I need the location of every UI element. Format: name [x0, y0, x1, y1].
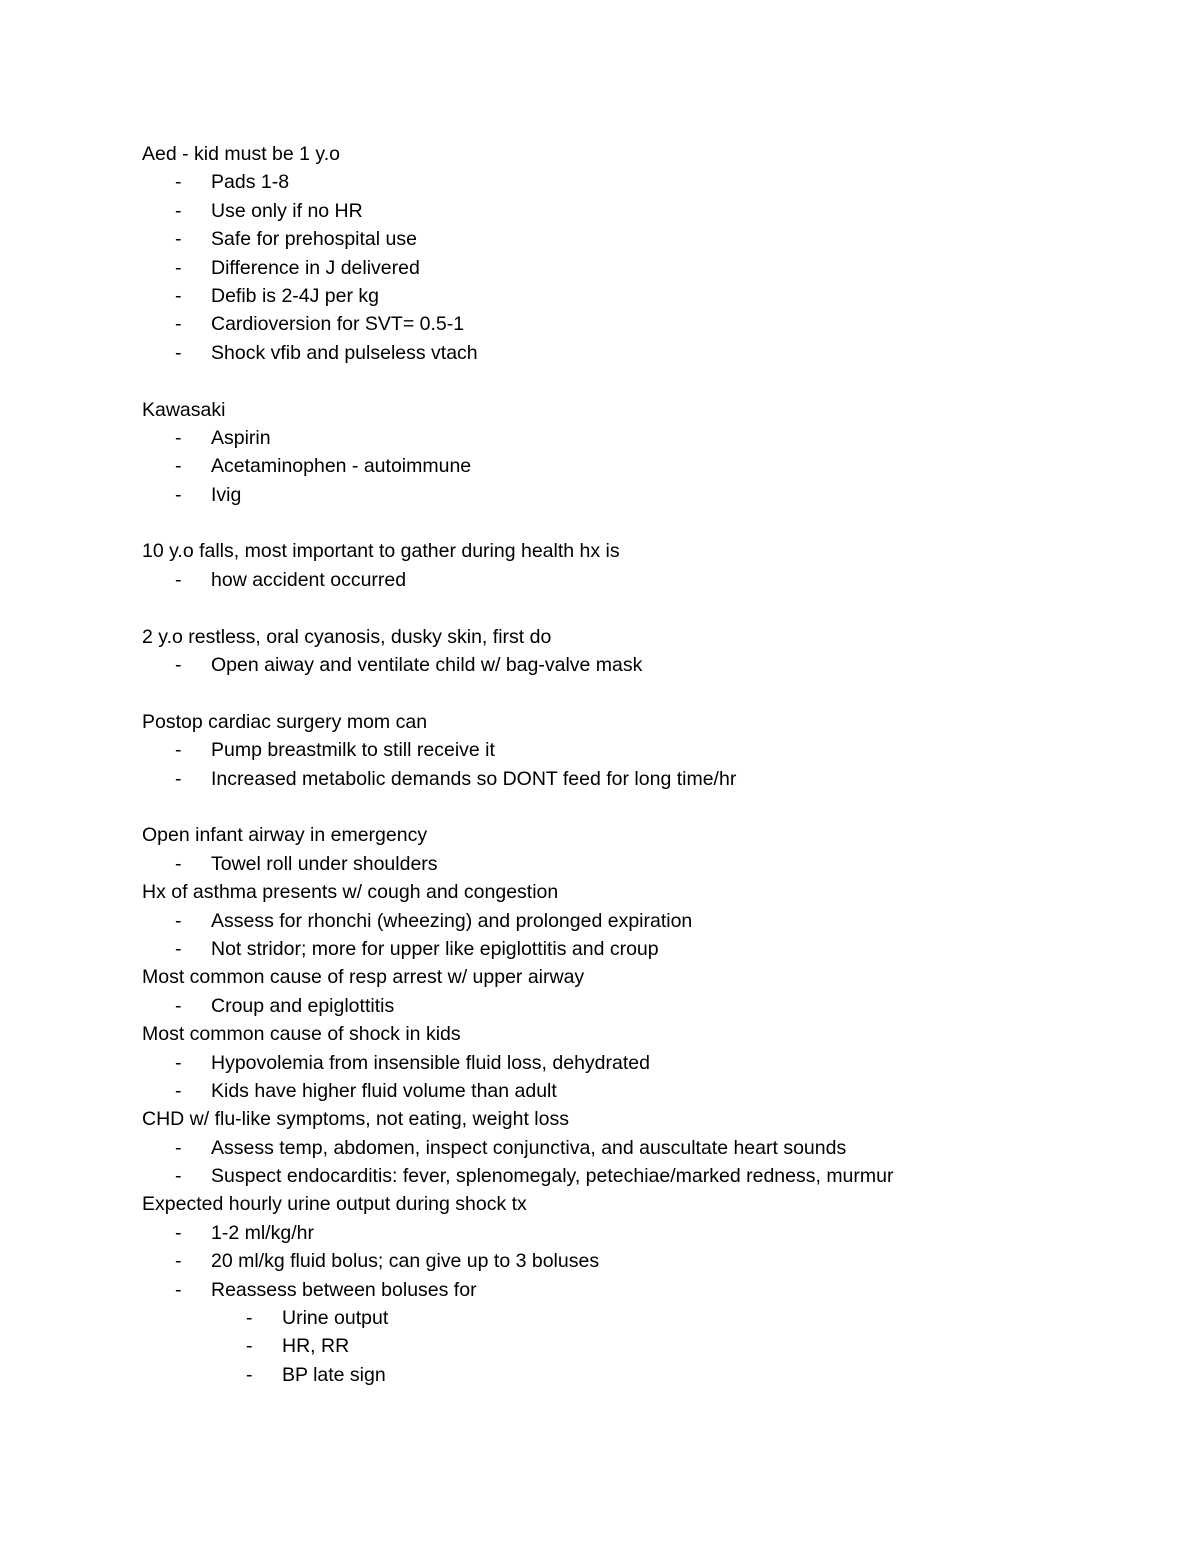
- heading-text: Open infant airway in emergency: [142, 824, 428, 847]
- bullet-item: [142, 1077, 1142, 1105]
- dash-bullet-icon: -: [175, 171, 182, 194]
- heading-text: Hx of asthma presents w/ cough and congestion: [142, 881, 559, 904]
- bullet-text: Towel roll under shoulders: [211, 852, 438, 875]
- bullet-text: Croup and epiglottitis: [211, 994, 395, 1017]
- bullet-item: [142, 168, 1142, 196]
- bullet-item: [142, 481, 1142, 509]
- bullet-text: Safe for prehospital use: [211, 228, 417, 251]
- heading-text: CHD w/ flu-like symptoms, not eating, weight loss: [142, 1108, 569, 1131]
- heading-text: 10 y.o falls, most important to gather during health hx is: [142, 540, 620, 563]
- bullet-text: Not stridor; more for upper like epiglottitis and croup: [211, 937, 659, 960]
- heading-text: Postop cardiac surgery mom can: [142, 710, 428, 733]
- dash-bullet-icon: -: [246, 1335, 253, 1358]
- bullet-item: [142, 736, 1142, 764]
- bullet-text: Acetaminophen - autoimmune: [211, 455, 472, 478]
- bullet-item: [142, 1219, 1142, 1247]
- bullet-text: Increased metabolic demands so DONT feed for long time/hr: [211, 767, 737, 790]
- dash-bullet-icon: -: [175, 483, 182, 506]
- bullet-text: Hypovolemia from insensible fluid loss, dehydrated: [211, 1051, 650, 1074]
- bullet-text: Aspirin: [211, 426, 271, 449]
- blank-line: [142, 793, 1142, 821]
- bullet-text: how accident occurred: [211, 568, 407, 591]
- bullet-text: Pump breastmilk to still receive it: [211, 739, 495, 762]
- bullet-item: [142, 452, 1142, 480]
- heading-text: Most common cause of shock in kids: [142, 1023, 461, 1046]
- dash-bullet-icon: -: [175, 994, 182, 1017]
- bullet-item: [142, 651, 1142, 679]
- heading-text: 2 y.o restless, oral cyanosis, dusky skin, first do: [142, 625, 552, 648]
- dash-bullet-icon: -: [175, 284, 182, 307]
- dash-bullet-icon: -: [175, 937, 182, 960]
- dash-bullet-icon: -: [175, 767, 182, 790]
- dash-bullet-icon: -: [175, 426, 182, 449]
- bullet-text: Cardioversion for SVT= 0.5-1: [211, 313, 465, 336]
- dash-bullet-icon: -: [175, 1079, 182, 1102]
- bullet-item: [142, 197, 1142, 225]
- bullet-text: Kids have higher fluid volume than adult: [211, 1079, 557, 1102]
- bullet-item: [142, 1276, 1142, 1304]
- dash-bullet-icon: -: [175, 852, 182, 875]
- bullet-item: [142, 424, 1142, 452]
- blank-line: [142, 594, 1142, 622]
- dash-bullet-icon: -: [175, 909, 182, 932]
- dash-bullet-icon: -: [246, 1363, 253, 1386]
- bullet-item: [142, 1304, 1142, 1332]
- dash-bullet-icon: -: [246, 1307, 253, 1330]
- bullet-item: [142, 566, 1142, 594]
- bullet-text: Shock vfib and pulseless vtach: [211, 341, 478, 364]
- bullet-text: HR, RR: [282, 1335, 350, 1358]
- bullet-item: [142, 765, 1142, 793]
- heading-line: [142, 1020, 1142, 1048]
- bullet-item: [142, 907, 1142, 935]
- bullet-item: [142, 1162, 1142, 1190]
- dash-bullet-icon: -: [175, 1221, 182, 1244]
- heading-line: [142, 537, 1142, 565]
- heading-line: [142, 623, 1142, 651]
- bullet-item: [142, 935, 1142, 963]
- dash-bullet-icon: -: [175, 1051, 182, 1074]
- dash-bullet-icon: -: [175, 568, 182, 591]
- blank-line: [142, 367, 1142, 395]
- bullet-item: [142, 992, 1142, 1020]
- dash-bullet-icon: -: [175, 341, 182, 364]
- bullet-item: [142, 850, 1142, 878]
- document-body: [142, 140, 1142, 1389]
- bullet-item: [142, 310, 1142, 338]
- heading-line: [142, 963, 1142, 991]
- heading-line: [142, 1105, 1142, 1133]
- heading-line: [142, 708, 1142, 736]
- heading-text: Expected hourly urine output during shock tx: [142, 1193, 527, 1216]
- bullet-text: Assess for rhonchi (wheezing) and prolonged expiration: [211, 909, 693, 932]
- dash-bullet-icon: -: [175, 739, 182, 762]
- dash-bullet-icon: -: [175, 1278, 182, 1301]
- heading-line: [142, 140, 1142, 168]
- bullet-item: [142, 1134, 1142, 1162]
- bullet-item: [142, 1049, 1142, 1077]
- bullet-text: BP late sign: [282, 1363, 386, 1386]
- heading-text: Kawasaki: [142, 398, 226, 421]
- bullet-text: Defib is 2-4J per kg: [211, 284, 379, 307]
- bullet-item: [142, 1247, 1142, 1275]
- dash-bullet-icon: -: [175, 455, 182, 478]
- dash-bullet-icon: -: [175, 256, 182, 279]
- dash-bullet-icon: -: [175, 654, 182, 677]
- heading-line: [142, 878, 1142, 906]
- heading-line: [142, 396, 1142, 424]
- dash-bullet-icon: -: [175, 1165, 182, 1188]
- bullet-text: Assess temp, abdomen, inspect conjunctiva, and auscultate heart sounds: [211, 1136, 847, 1159]
- dash-bullet-icon: -: [175, 1136, 182, 1159]
- dash-bullet-icon: -: [175, 228, 182, 251]
- dash-bullet-icon: -: [175, 199, 182, 222]
- bullet-text: Difference in J delivered: [211, 256, 420, 279]
- blank-line: [142, 679, 1142, 707]
- bullet-text: Use only if no HR: [211, 199, 363, 222]
- heading-line: [142, 821, 1142, 849]
- dash-bullet-icon: -: [175, 1250, 182, 1273]
- bullet-item: [142, 254, 1142, 282]
- bullet-item: [142, 225, 1142, 253]
- heading-text: Most common cause of resp arrest w/ upper airway: [142, 966, 585, 989]
- bullet-item: [142, 1361, 1142, 1389]
- dash-bullet-icon: -: [175, 313, 182, 336]
- bullet-text: 1-2 ml/kg/hr: [211, 1221, 314, 1244]
- bullet-text: Ivig: [211, 483, 242, 506]
- bullet-text: Pads 1-8: [211, 171, 290, 194]
- blank-line: [142, 509, 1142, 537]
- bullet-text: Suspect endocarditis: fever, splenomegaly, petechiae/marked redness, murmur: [211, 1165, 894, 1188]
- bullet-text: Urine output: [282, 1307, 389, 1330]
- heading-text: Aed - kid must be 1 y.o: [142, 143, 340, 165]
- bullet-text: Reassess between boluses for: [211, 1278, 477, 1301]
- bullet-text: Open aiway and ventilate child w/ bag-valve mask: [211, 654, 643, 677]
- bullet-item: [142, 282, 1142, 310]
- bullet-item: [142, 339, 1142, 367]
- bullet-item: [142, 1332, 1142, 1360]
- heading-line: [142, 1190, 1142, 1218]
- bullet-text: 20 ml/kg fluid bolus; can give up to 3 boluses: [211, 1250, 600, 1273]
